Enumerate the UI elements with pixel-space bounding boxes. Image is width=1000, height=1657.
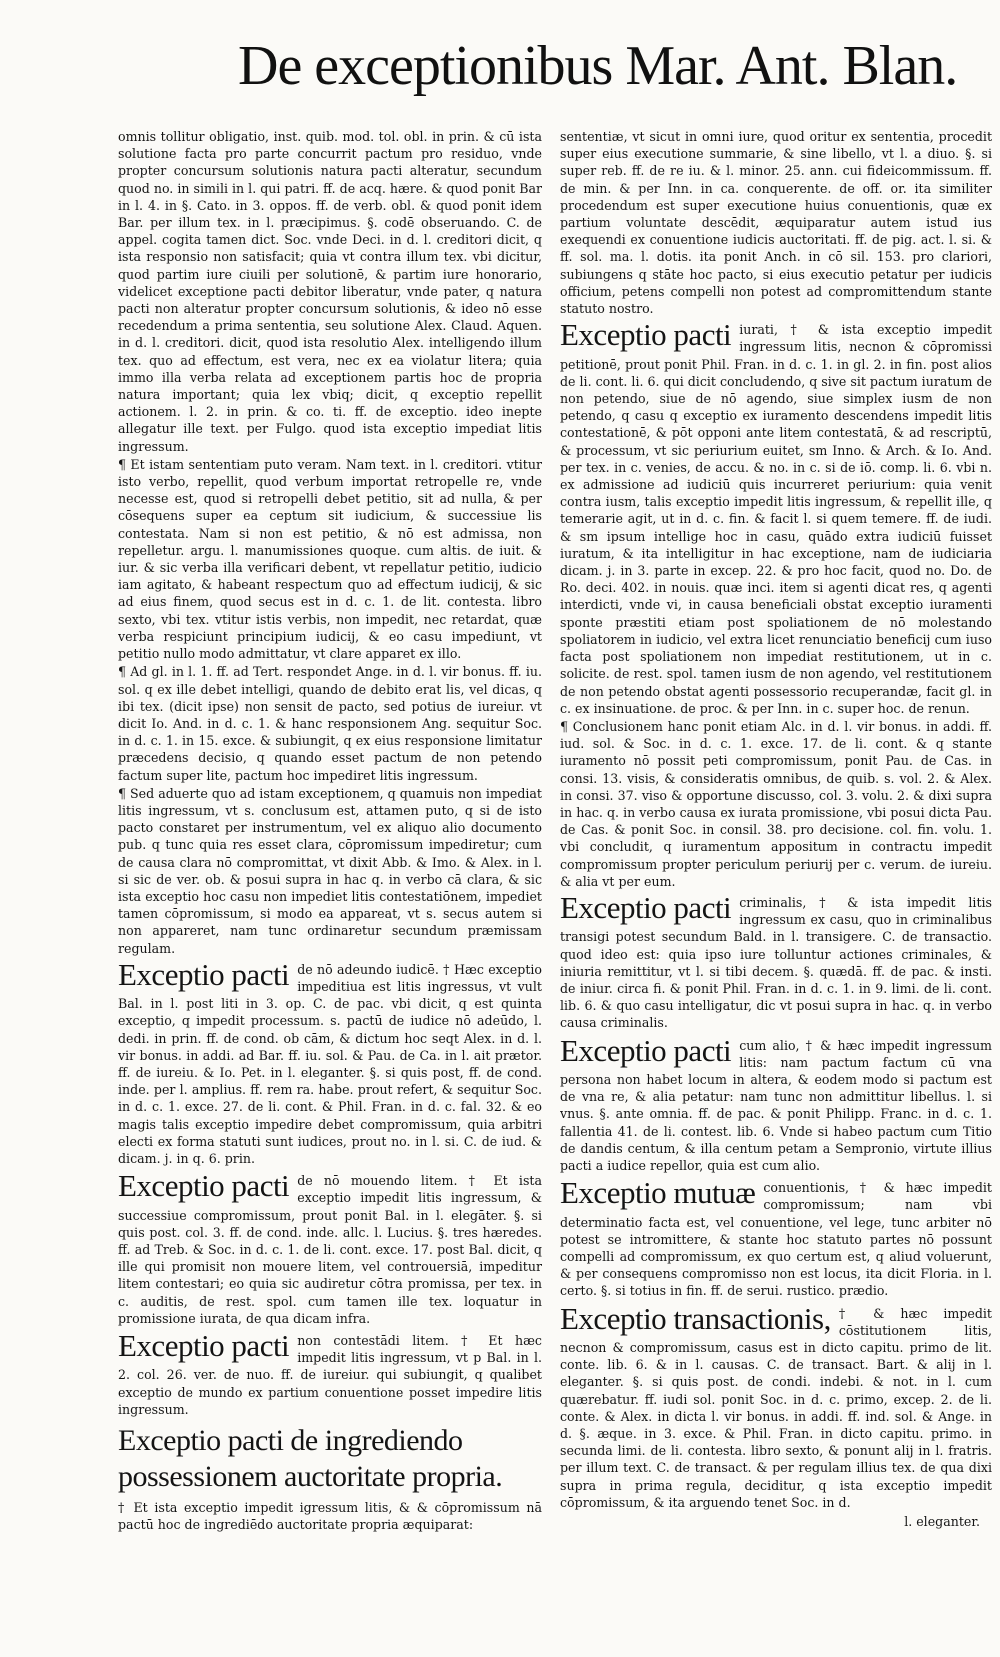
right-column (560, 128, 992, 1529)
paragraph: ¶ Et istam sententiam puto veram. Nam text. in l. creditori. vtitur isto verbo, repellit, quod verbum importat retropelle re, vnde necesse est, quod si retropelli debet petitio, sit ad nulla, & per cōsequens super ea ceptum sit iudicium, & successiue lis contestata. Nam si non est petitio, & nō est admissa, non repelletur. argu. l. manumissiones quoque. cum altis. de iuit. & iur. & sic verba illa verificari debent, vt repellatur petitio, iudicio iam agitato, & habeant respectum quo ad effectum iudicij, & sic ad eius finem, quod secus est in d. c. 1. de lit. contesta. libro sexto, vbi tex. vtitur istis verbis, non impedit, nec retardat, quæ verba respiciunt principium iudicij, & eo casu impediunt, vt petitio nullo modo admittatur, vt clare apparet ex illo. (118, 456, 542, 662)
entry-text: † & hæc impedit cōstitutionem litis, necnon & compromissum, casus est in dicto capitu. primo de lit. conte. lib. 6. & in l. causas. C. de transact. Bart. & alij in l. eleganter. §. si quis post. de condi. indebi. & not. in l. cum quærebatur. ff. iudi sol. ponit Soc. in d. c. primo, excep. 2. de li. conte. & Alex. in dicta l. vir bonus. in addi. ff. ind. sol. & Ange. in d. §. æque. in 3. exce. & Phil. Fran. in dicto capitu. primo. in secunda limi. de li. contesta. libro sexto, & ponunt alij in l. fratris. per illum text. C. de transact. & per regulam illius tex. de qua dixi supra in prima regula, deciditur, q ista exceptio impedit cōpromissum, & ita arguendo tenet Soc. in d. (560, 1305, 992, 1510)
entry-45 (560, 889, 992, 1033)
entry-text: iurati, † & ista exceptio impedit ingressum litis, necnon & cōpromissi petitionē, prout ponit Phil. Fran. in d. c. 1. in gl. 2. in fin. post alios de li. cont. li. 6. qui dicit concludendo, q sive sit pactum iuratum de non petendo, siue de nō agendo, siue simplex iusm de non petendo, q casu q exceptio ex iuramento descendens impedit litis contestationē, & pōt opponi ante litem contestatā, & ad rescriptū, & processum, vt sic periurium euitet, sm Inno. & Arch. & Io. And. per tex. in c. venies, de accu. & no. in c. si de iō. comp. li. 6. vbi n. ex admissione ad iudiciū quis incurreret periurium: quia venit contra iusm, talis exceptio impedit litis ingressum, & repellit ille, q temerarie agit, ut in d. c. fin. & facit l. si quem temere. ff. de iudi. & sm ipsum intellige hoc in casu, quādo extra iudiciū fuisset iuratum, & ita intelligitur in hac exceptione, nam de iudiciaria dicam. j. in 3. parte in excep. 22. & pro hoc facit, quod no. Do. de Ro. deci. 402. in nouis. quæ inci. item si agenti dicat res, q agenti interdicti, vnde vi, in causa beneficiali obstat exceptio iuramenti sponte præstiti etiam post spoliationem de nō molestando spoliatorem in iudicio, vel extra licet renunciatio beneficij cum iuso facta post spoliationem non impediat restitutionem, ut in c. solicite. de rest. spol. tamen iusm de non agendo, vel restitutionem de non petendo obstat agenti possessorio recuperandæ, facit gl. in c. ex insinuatione. de proc. & per Inn. in c. super hoc. de renun. (560, 322, 992, 716)
catchword: l. eleganter. (904, 1514, 980, 1530)
entry-text: criminalis, † & ista impedit litis ingressum ex casu, quo in criminalibus transigi potest secundum Bald. in l. transigere. C. de transactio. quod ideo est: quia ipso iure tolluntur actiones criminales, & iniuria remittitur, vt l. si tibi decem. §. quædā. ff. de pac. & insti. de iniur. circa fi. & ponit Phil. Fran. in d. c. 1. in 9. limi. de li. cont. lib. 6. & quo casu intelligatur, dic vt posui supra in hac. q. in verbo causa criminalis. (560, 894, 992, 1031)
section-heading: Exceptio pacti de ingrediendo possessionem auctoritate propria. (118, 1424, 503, 1494)
entry-heading: Exceptio pacti (118, 1328, 290, 1364)
paragraph: omnis tollitur obligatio, inst. quib. mod. tol. obl. in prin. & cū ista solutione facta pro parte concurrit pactum pro residuo, vnde propter concursum solutionis natura pacti alteratur, secundum quod no. in simili in l. qui patri. ff. de acq. hære. & quod ponit Bar in l. 4. in §. Cato. in 3. oppos. ff. de verb. obl. & quod ponit idem Bar. per illum tex. in l. præcipimus. §. codē obseruando. C. de appel. cogita tamen dict. Soc. vnde Deci. in d. l. creditori dicit, q ista responsio non satisfacit; quia vt contra illum tex. vbi dicitur, quod partim iure ciuili per solutionē, & partim iure honorario, videlicet exceptione pacti debitor liberatur, vnde pater, q natura pacti non alteratur propter concursum solutionis, & ideo nō esse recedendum a prima sententia, seu solutione Alex. Claud. Aquen. in d. l. creditori. dicit, quod ista resolutio Alex. intelligendo illum tex. quo ad effectum, est vera, nec ex ea violatur litera; quia immo illa verba relata ad exceptionem partis hoc de propria natura important; quia lex vbiq; dicit, q exceptio repellit actionem. l. 2. in prin. & co. ti. ff. de exceptio. ideo inepte allegatur ille text. per Fulgo. quod ista exceptio impediat litis ingressum. (118, 129, 542, 454)
entry-41 (118, 1168, 542, 1328)
entry-46 (560, 1032, 992, 1176)
entry-heading: Exceptio mutuæ (560, 1175, 756, 1211)
page-title: De exceptionibus Mar. Ant. Blan. (238, 35, 958, 97)
entry-heading: Exceptio transactionis, (560, 1300, 831, 1336)
entry-43 (118, 1499, 542, 1533)
paragraph: sententiæ, vt sicut in omni iure, quod oritur ex sententia, procedit super eius executione summarie, & sine libello, vt l. a diuo. §. si super reb. ff. de re iu. & l. minor. 25. ann. cui fideicommissum. ff. de min. & per Inn. in ca. conquerente. de off. or. ita similiter procedendum est super executione huius conuentionis, quæ ex partium voluntate descēdit, æquiparatur autem istud ius exequendi ex conuentione iudicis auctoritati. ff. de pig. act. l. si. & ff. sol. ma. l. dotis. ita ponit Anch. in cō sil. 153. pro clariori, subiungens q stāte hoc pacto, si eius executio petatur per iudicis officium, petens compelli non potest ad compromittendum stante statuto nostro. (560, 129, 992, 317)
entry-42 (118, 1328, 542, 1419)
entry-text: de nō adeundo iudicē. † Hæc exceptio impeditiua est litis ingressus, vt vult Bal. in l. post liti in 3. op. C. de pac. vbi dicit, q est quinta exceptio, q impedit processum. s. pactū de iudice nō adeūdo, l. dedi. in prin. ff. de cond. ob cām, & dictum hoc seqt Alex. in d. l. vir bonus. in addi. ad Bar. ff. iu. sol. & Pau. de Ca. in l. ait prætor. ff. de iureiu. & Io. Pet. in l. eleganter. §. si quis post, ff. de cond. inde. per l. amplius. ff. rem ra. habe. prout refert, & sequitur Soc. in d. c. 1. exce. 27. de li. cont. & Phil. Fran. in d. c. fal. 32. & eo magis talis exceptio impedire debet compromissum, quia arbitri electi ex forma statuti sunt iudices, prout no. in l. si. C. de iud. & dicam. j. in q. 6. prin. (118, 961, 542, 1166)
entry-48 (560, 1300, 992, 1512)
paragraph: ¶ Ad gl. in l. 1. ff. ad Tert. respondet Ange. in d. l. vir bonus. ff. iu. sol. q ex ille debet intelligi, quando de debito erat lis, vel dicas, q ibi tex. (dicit ipse) non sensit de pacto, sed potius de iureiur. vt dicit Io. And. in d. c. 1. & hanc responsionem Ang. sequitur Soc. in d. c. 1. in 15. exce. & subiungit, q ex eius responsione limitatur præcedens decisio, q quando esset pactum de non petendo factum super lite, pactum hoc impediret litis ingressum. (118, 664, 542, 783)
entry-text: de nō mouendo litem. † Et ista exceptio impedit litis ingressum, & successiue compromissum, prout ponit Bal. in l. elegāter. §. si quis post. col. 3. ff. de cond. inde. allc. l. Lucius. §. tres hæredes. ff. ad Treb. & Soc. in d. c. 1. de li. cont. exce. 17. post Bal. dicit, q ille qui promisit non mouere litem, vel controuersiā, impeditur litem contestari; eo quia sic audiretur cōtra promissa, per tex. in c. auditis, de rest. spol. cum tamen ille tex. loquatur in promissione iurata, de qua dicam infra. (118, 1173, 542, 1326)
entry-44 (560, 317, 992, 718)
left-column (118, 128, 542, 1534)
entry-text: † Et ista exceptio impedit igressum litis, & & cōpromissum nā pactū hoc de ingrediēdo auctoritate propria æquiparat: (118, 1500, 542, 1533)
entry-heading: Exceptio pacti (118, 956, 290, 992)
paragraph: ¶ Conclusionem hanc ponit etiam Alc. in d. l. vir bonus. in addi. ff. iud. sol. & Soc. in d. c. 1. exce. 17. de li. cont. & q stante iuramento nō possit peti compromissum, ponit Pau. de Cas. in consi. 13. visis, & consideratis omnibus, de quib. s. vol. 2. & Alex. in consi. 37. viso & opportune discusso, col. 3. volu. 2. & dixi supra in hac. q. in verbo causa ex iurata promissione, vbi posui dicta Pau. de Cas. & ponit Soc. in consil. 38. pro decisione. col. fin. volu. 1. vbi concludit, q iuramentum appositum in contractu impedit compromissum propter periculum periurij per c. verum. de iureiu. & alia vt per eum. (560, 718, 992, 889)
entry-text: conuentionis, † & hæc impedit compromissum; nam vbi determinatio facta est, vel conuentione, vel lege, tunc arbiter nō potest se intromittere, & stante hoc statuto partes nō possunt compelli ad compromissum, ex quo certum est, q aliud voluerunt, & per consequens compromisso non est locus, ita dicit Floria. in l. certo. §. si totius in fin. ff. de serui. rustico. prædio. (560, 1180, 992, 1299)
entry-text: non contestādi litem. † Et hæc impedit litis ingressum, vt p Bal. in l. 2. col. 26. ver. de nuo. ff. de iureiur. qui subiungit, q qualibet exceptio de mundo ex partium conuentione posset impedire litis ingressum. (118, 1333, 542, 1417)
paragraph: ¶ Sed aduerte quo ad istam exceptionem, q quamuis non impediat litis ingressum, vt s. conclusum est, attamen puto, q si de isto pacto constaret per instrumentum, vel ex aliquo alio documento pub. q tunc quia res esset clara, cōpromissum impediretur; cum de causa clara nō compromittat, vt dixit Abb. & Imo. & Alex. in l. si sic de ver. ob. & posui supra in hac q. in verbo cā clara, & sic ista exceptio hoc casu non impediet litis contestatiōnem, impediet tamen cōpromissum, si modo ea appareat, vt s. secus autem si non appareret, nam tunc ordinaretur secundum præmissam regulam. (118, 785, 542, 956)
entry-heading: Exceptio pacti (560, 1032, 732, 1068)
entry-text: cum alio, † & hæc impedit ingressum litis: nam pactum factum cū vna persona non habet locum in altera, & eodem modo si pactum est de vna re, & alia petatur: nam tunc non admittitur libellus. l. si vnus. §. ante omnia. ff. de pac. & ponit Philipp. Franc. in d. c. 1. fallentia 41. de li. contest. lib. 6. Vnde si habeo pactum cum Titio de dandis centum, & illa centum petam a Sempronio, virtute illius pacti a iudice repellor, quia est cum alio. (560, 1037, 992, 1173)
entry-heading: Exceptio pacti (560, 317, 732, 353)
entry-heading: Exceptio pacti (560, 889, 732, 925)
entry-heading: Exceptio pacti (118, 1168, 290, 1204)
entry-47 (560, 1175, 992, 1300)
entry-40 (118, 956, 542, 1168)
